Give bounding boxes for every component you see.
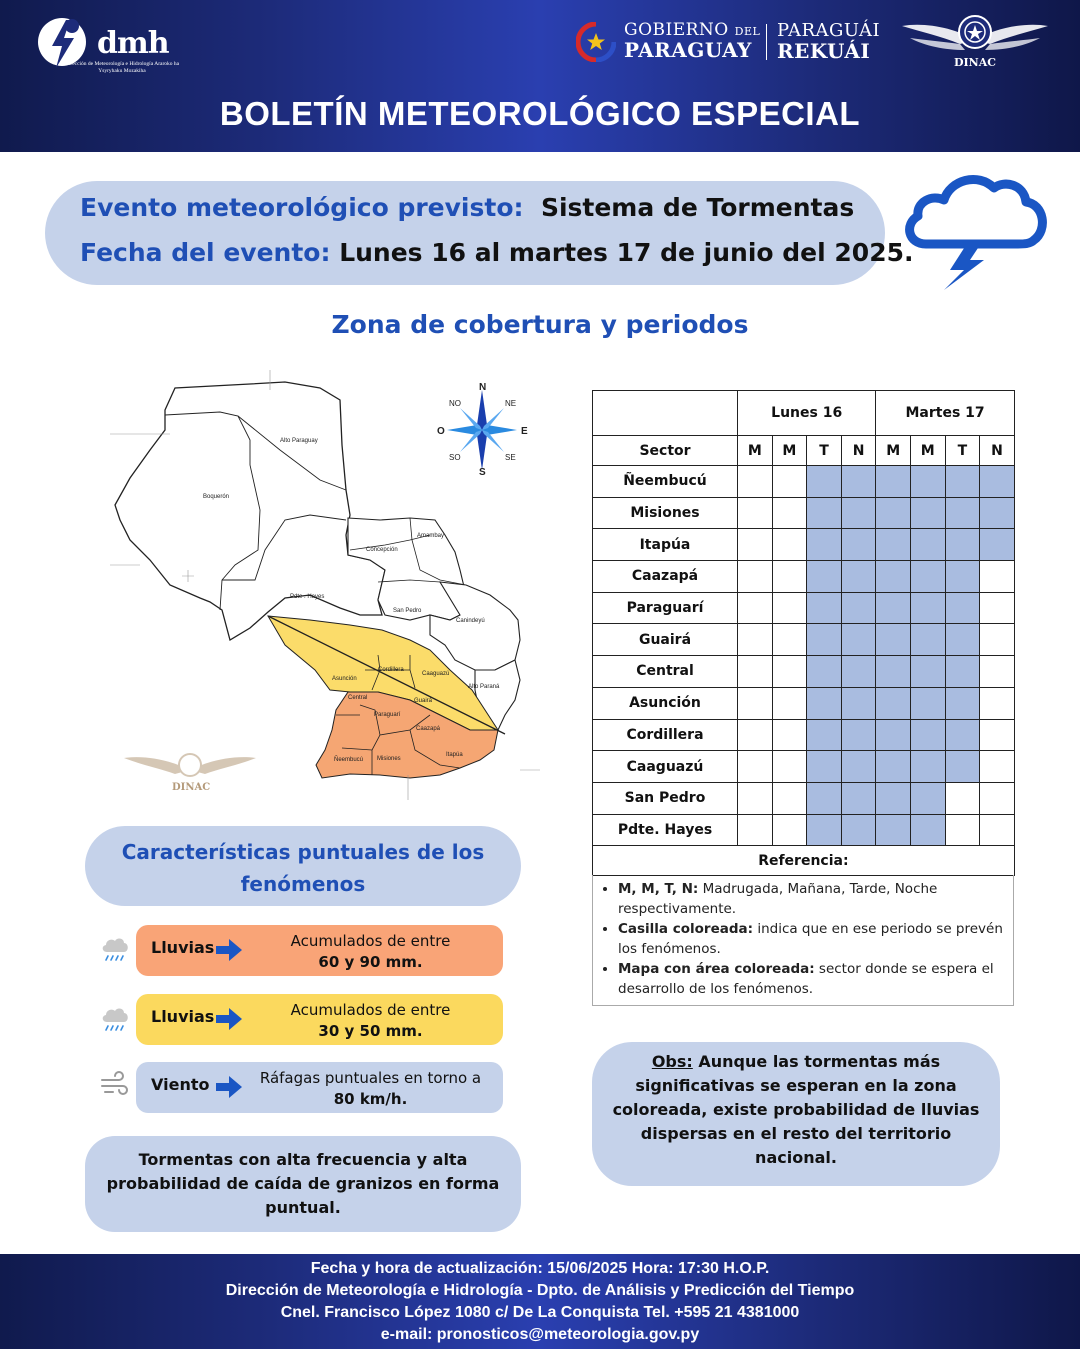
period-cell: [772, 719, 807, 751]
period-cell: [772, 592, 807, 624]
period-cell-active: [910, 751, 945, 783]
period-cell-active: [841, 751, 876, 783]
period-cell: [945, 782, 980, 814]
paraguay-coverage-map: [110, 370, 550, 800]
period-header: N: [980, 436, 1015, 466]
footer-address: Cnel. Francisco López 1080 c/ De La Conquista Tel. +595 21 4381000: [280, 1304, 800, 1321]
map-label-boqueron: Boquerón: [203, 494, 230, 500]
period-cell-active: [910, 719, 945, 751]
government-name: GOBIERNO DEL PARAGUAY: [624, 20, 761, 62]
period-header: M: [876, 436, 911, 466]
table-corner: [593, 391, 738, 436]
period-cell-active: [945, 497, 980, 529]
period-cell: [772, 624, 807, 656]
map-label-cordillera: Cordillera: [378, 667, 404, 673]
period-cell-active: [807, 497, 842, 529]
sector-name: Pdte. Hayes: [593, 814, 738, 846]
period-cell-active: [807, 656, 842, 688]
period-cell-active: [910, 592, 945, 624]
phenomenon-pill: [136, 1062, 503, 1113]
phenomenon-description: Acumulados de entre 60 y 90 mm.: [290, 932, 451, 971]
period-cell: [980, 687, 1015, 719]
period-cell-active: [841, 529, 876, 561]
sector-name: Paraguarí: [593, 592, 738, 624]
period-cell: [772, 529, 807, 561]
period-cell-active: [876, 624, 911, 656]
map-label-misiones: Misiones: [377, 756, 401, 762]
period-cell-active: [807, 687, 842, 719]
reference-item: • Mapa con área coloreada: sector donde se espera el desarrollo de los fenómenos.: [618, 959, 1005, 999]
bulletin-title: BOLETÍN METEOROLÓGICO ESPECIAL: [219, 95, 861, 132]
period-header: N: [841, 436, 876, 466]
rain-cloud-icon: [99, 1002, 131, 1034]
period-cell: [738, 656, 773, 688]
compass-e: E: [521, 426, 528, 437]
sector-name: Central: [593, 656, 738, 688]
compass-se: SE: [505, 453, 516, 462]
event-type-value: Sistema de Tormentas: [540, 193, 855, 222]
period-cell: [980, 624, 1015, 656]
map-label-concepcion: Concepción: [366, 547, 398, 553]
sector-name: Caazapá: [593, 561, 738, 593]
period-cell-active: [807, 466, 842, 498]
phenomenon-name: Lluvias: [151, 938, 215, 957]
period-cell: [980, 592, 1015, 624]
period-cell: [738, 466, 773, 498]
period-cell: [772, 751, 807, 783]
period-cell: [772, 656, 807, 688]
period-cell: [738, 561, 773, 593]
period-cell-active: [841, 561, 876, 593]
period-cell-active: [876, 719, 911, 751]
compass-no: NO: [449, 399, 461, 408]
period-cell: [738, 529, 773, 561]
period-cell-active: [876, 529, 911, 561]
period-cell: [980, 656, 1015, 688]
sector-name: Cordillera: [593, 719, 738, 751]
table-row: [593, 782, 1015, 814]
table-row: [593, 719, 1015, 751]
period-cell: [980, 782, 1015, 814]
period-cell-active: [980, 466, 1015, 498]
compass-o: O: [437, 426, 445, 437]
period-cell-active: [841, 782, 876, 814]
day1-header: Lunes 16: [738, 391, 876, 436]
period-cell-active: [876, 782, 911, 814]
government-name-guarani: PARAGUÁI REKUÁI: [777, 20, 881, 63]
period-cell-active: [807, 719, 842, 751]
period-cell: [772, 561, 807, 593]
obs-label: Obs:: [651, 1052, 693, 1071]
period-cell-active: [807, 561, 842, 593]
period-cell-active: [945, 592, 980, 624]
period-cell: [738, 624, 773, 656]
period-cell-active: [910, 687, 945, 719]
map-label-itapua: Itapúa: [446, 752, 463, 758]
period-cell: [738, 592, 773, 624]
period-cell-active: [841, 466, 876, 498]
phenomenon-name: Lluvias: [151, 1007, 215, 1026]
sector-name: Guairá: [593, 624, 738, 656]
period-cell-active: [945, 687, 980, 719]
period-cell: [772, 466, 807, 498]
period-cell: [945, 814, 980, 846]
footer-update-time: Fecha y hora de actualización: 15/06/2025 Hora: 17:30 H.O.P.: [310, 1260, 770, 1277]
map-label-alto-paraguay: Alto Paraguay: [280, 438, 318, 444]
period-cell-active: [841, 719, 876, 751]
event-summary-box: [45, 181, 914, 285]
period-cell-active: [841, 624, 876, 656]
period-cell: [738, 687, 773, 719]
event-date-label: Fecha del evento:: [80, 238, 331, 267]
period-header: T: [807, 436, 842, 466]
map-label-alto-parana: Alto Paraná: [468, 684, 500, 690]
period-cell: [738, 782, 773, 814]
map-label-paraguari: Paraguarí: [374, 712, 401, 718]
period-cell-active: [945, 624, 980, 656]
observation-box: [592, 1042, 1000, 1186]
table-row: [593, 497, 1015, 529]
rain-cloud-icon: [99, 932, 131, 964]
period-cell: [980, 561, 1015, 593]
phenomenon-pill: [136, 994, 503, 1045]
map-label-neembucu: Ñeembucú: [334, 757, 364, 763]
period-cell: [738, 497, 773, 529]
coverage-title: Zona de cobertura y periodos: [331, 310, 749, 339]
period-cell-active: [841, 687, 876, 719]
period-cell-active: [876, 497, 911, 529]
period-header: T: [945, 436, 980, 466]
day2-header: Martes 17: [876, 391, 1014, 436]
period-header: M: [772, 436, 807, 466]
sector-name: Ñeembucú: [593, 466, 738, 498]
period-cell-active: [876, 687, 911, 719]
sector-name: Asunción: [593, 687, 738, 719]
map-chaco-region: [115, 382, 385, 640]
header-divider: [766, 24, 767, 60]
storm-cloud-icon: [898, 166, 1048, 290]
reference-title: Referencia:: [593, 846, 1015, 876]
wind-icon: [99, 1068, 131, 1100]
arrow-right-icon: [216, 1008, 242, 1030]
period-cell: [772, 814, 807, 846]
characteristics-title: Características puntuales de los fenómenos: [85, 826, 521, 906]
map-label-central: Central: [348, 695, 368, 701]
sector-name: San Pedro: [593, 782, 738, 814]
map-label-guaira: Guairá: [414, 698, 433, 704]
compass-so: SO: [449, 453, 461, 462]
map-label-amambay: Amambay: [417, 533, 445, 539]
table-row: [593, 466, 1015, 498]
table-row: [593, 687, 1015, 719]
government-seal-icon: [576, 22, 616, 62]
period-cell: [772, 687, 807, 719]
phenomenon-description: Ráfagas puntuales en torno a 80 km/h.: [259, 1069, 482, 1108]
period-cell-active: [841, 592, 876, 624]
period-cell-active: [807, 624, 842, 656]
period-cell-active: [910, 529, 945, 561]
map-label-caazapa: Caazapá: [416, 726, 441, 732]
map-label-pdte-hayes: Pdte . Hayes: [290, 594, 325, 600]
period-cell: [980, 719, 1015, 751]
event-type-line: [80, 193, 854, 222]
dinac-watermark-label: DINAC: [172, 782, 211, 793]
schedule-table: [592, 390, 1015, 876]
period-header: M: [738, 436, 773, 466]
dinac-watermark-icon: [124, 754, 256, 776]
period-cell-active: [876, 751, 911, 783]
sector-name: Caaguazú: [593, 751, 738, 783]
period-cell-active: [945, 719, 980, 751]
footer-department: Dirección de Meteorología e Hidrología - Dpto. de Análisis y Predicción del Tiempo: [225, 1282, 855, 1299]
footer-email: e-mail: pronosticos@meteorologia.gov.py: [380, 1326, 700, 1343]
period-cell-active: [945, 561, 980, 593]
period-cell-active: [876, 814, 911, 846]
event-type-label: Evento meteorológico previsto:: [80, 193, 524, 222]
period-cell-active: [807, 782, 842, 814]
table-row: [593, 656, 1015, 688]
table-row: [593, 624, 1015, 656]
phenomenon-name: Viento: [151, 1075, 210, 1094]
period-cell: [980, 814, 1015, 846]
period-header: M: [910, 436, 945, 466]
period-cell: [738, 751, 773, 783]
dinac-label: DINAC: [953, 56, 997, 69]
period-cell-active: [910, 656, 945, 688]
table-row: [593, 751, 1015, 783]
map-label-san-pedro: San Pedro: [393, 608, 422, 614]
period-cell-active: [876, 656, 911, 688]
period-cell: [738, 814, 773, 846]
period-cell-active: [841, 814, 876, 846]
compass-n: N: [479, 382, 487, 393]
event-date-value: Lunes 16 al martes 17 de junio del 2025.: [339, 238, 914, 267]
period-cell-active: [876, 561, 911, 593]
header-banner: [0, 0, 1080, 152]
period-cell-active: [945, 656, 980, 688]
period-cell-active: [841, 656, 876, 688]
map-label-canindeyu: Canindeyú: [456, 618, 485, 624]
period-cell: [738, 719, 773, 751]
period-cell: [772, 497, 807, 529]
footer-banner: [0, 1254, 1080, 1349]
period-cell-active: [841, 497, 876, 529]
event-date-line: [80, 238, 914, 267]
obs-text: Aunque las tormentas más significativas se esperan en la zona coloreada, existe probabilidad de lluvias dispersas en el resto del territorio nacional.: [612, 1052, 980, 1167]
phenomenon-pill: [136, 925, 503, 976]
period-cell-active: [910, 814, 945, 846]
period-cell-active: [807, 529, 842, 561]
arrow-right-icon: [216, 939, 242, 961]
storm-note: Tormentas con alta frecuencia y alta probabilidad de caída de granizos en forma puntual.: [85, 1136, 521, 1232]
map-label-asuncion: Asunción: [332, 676, 357, 682]
sector-name: Itapúa: [593, 529, 738, 561]
period-cell-active: [807, 814, 842, 846]
period-cell-active: [910, 561, 945, 593]
table-row: [593, 529, 1015, 561]
period-cell-active: [910, 497, 945, 529]
reference-item: • Casilla coloreada: indica que en ese periodo se prevén los fenómenos.: [618, 919, 1005, 959]
dmh-subtitle: Dirección de Meteorología e Hidrología Araroko ha Ysyryhaku Mozakiha: [64, 61, 180, 74]
arrow-right-icon: [216, 1076, 242, 1098]
period-cell-active: [910, 782, 945, 814]
period-cell-active: [910, 466, 945, 498]
table-row: [593, 592, 1015, 624]
period-cell-active: [807, 751, 842, 783]
period-cell-active: [980, 497, 1015, 529]
reference-item: • M, M, T, N: Madrugada, Mañana, Tarde, Noche respectivamente.: [618, 879, 1005, 919]
period-cell-active: [945, 466, 980, 498]
sector-name: Misiones: [593, 497, 738, 529]
table-row: [593, 561, 1015, 593]
period-cell-active: [945, 751, 980, 783]
phenomenon-description: Acumulados de entre 30 y 50 mm.: [290, 1001, 451, 1040]
period-cell: [772, 782, 807, 814]
map-label-caaguazu: Caaguazú: [422, 671, 450, 677]
period-cell: [980, 751, 1015, 783]
dmh-logo-text: dmh: [97, 26, 169, 61]
compass-ne: NE: [505, 399, 517, 408]
period-cell-active: [876, 466, 911, 498]
compass-s: S: [479, 467, 486, 478]
period-cell-active: [980, 529, 1015, 561]
sector-header: Sector: [593, 436, 738, 466]
reference-box: [592, 875, 1014, 1006]
table-row: [593, 814, 1015, 846]
period-cell-active: [807, 592, 842, 624]
period-cell-active: [945, 529, 980, 561]
period-cell-active: [876, 592, 911, 624]
period-cell-active: [910, 624, 945, 656]
